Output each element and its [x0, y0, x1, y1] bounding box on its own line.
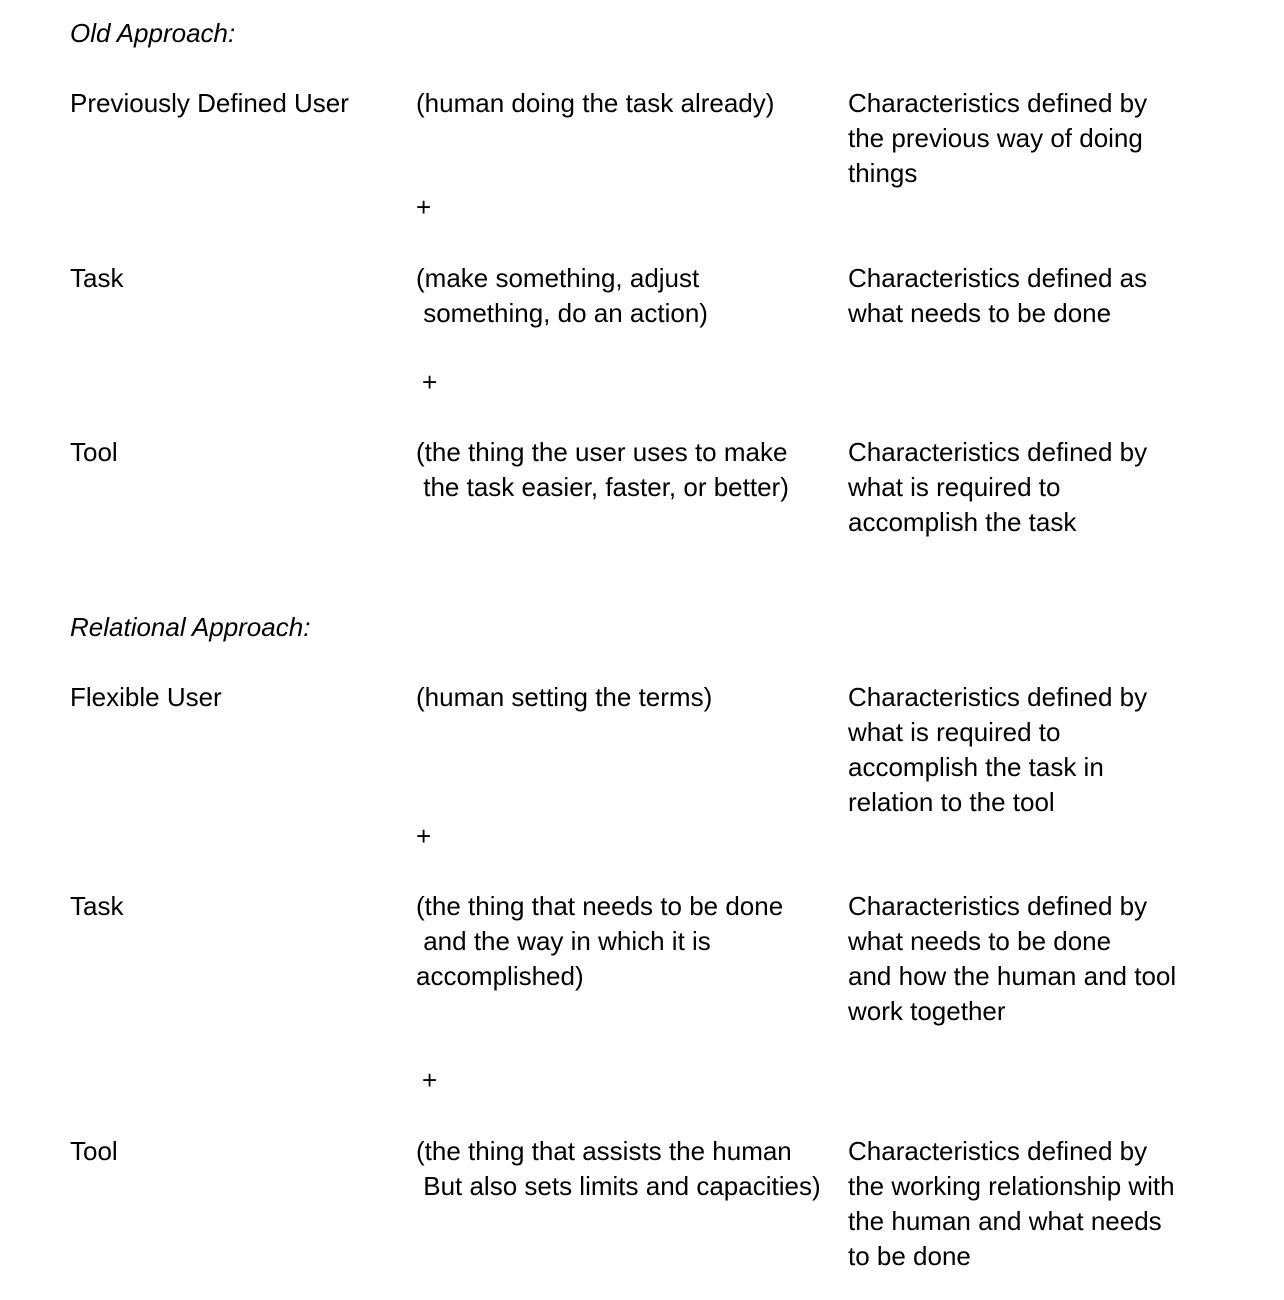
- old-user-term: Previously Defined User: [70, 88, 349, 118]
- old-task-characteristics-line-1: Characteristics defined as: [848, 263, 1148, 293]
- old-user-characteristics-line-2: the previous way of doing: [848, 123, 1143, 153]
- rel-user-characteristics-line-1: Characteristics defined by: [848, 682, 1148, 712]
- rel-task-characteristics-line-2: what needs to be done: [848, 926, 1112, 956]
- rel-task-characteristics-line-1: Characteristics defined by: [848, 891, 1148, 921]
- old-tool-description-line-2: the task easier, faster, or better): [416, 472, 789, 502]
- old-task-term: Task: [70, 263, 124, 293]
- old-user-characteristics-line-3: things: [848, 158, 918, 188]
- rel-task-characteristics-line-3: and how the human and tool: [848, 961, 1177, 991]
- rel-task-description-line-2: and the way in which it is: [416, 926, 711, 956]
- rel-plus-sign-2: +: [422, 1065, 438, 1095]
- relational-approach-heading: Relational Approach:: [70, 612, 311, 642]
- rel-user-characteristics-line-2: what is required to: [848, 717, 1061, 747]
- rel-tool-characteristics-line-4: to be done: [848, 1241, 971, 1271]
- old-task-description-line-2: something, do an action): [416, 298, 708, 328]
- old-tool-characteristics-line-2: what is required to: [848, 472, 1061, 502]
- rel-tool-description-line-1: (the thing that assists the human: [416, 1136, 792, 1166]
- old-tool-term: Tool: [70, 437, 118, 467]
- rel-user-term: Flexible User: [70, 682, 222, 712]
- old-user-description: (human doing the task already): [416, 88, 775, 118]
- rel-tool-characteristics-line-2: the working relationship with: [848, 1171, 1175, 1201]
- rel-tool-term: Tool: [70, 1136, 118, 1166]
- old-plus-sign-2: +: [422, 367, 438, 397]
- old-tool-characteristics-line-1: Characteristics defined by: [848, 437, 1148, 467]
- old-task-characteristics-line-2: what needs to be done: [848, 298, 1112, 328]
- rel-task-characteristics-line-4: work together: [848, 996, 1006, 1026]
- rel-user-description: (human setting the terms): [416, 682, 713, 712]
- rel-tool-characteristics-line-1: Characteristics defined by: [848, 1136, 1148, 1166]
- old-tool-description-line-1: (the thing the user uses to make: [416, 437, 788, 467]
- old-task-description-line-1: (make something, adjust: [416, 263, 700, 293]
- old-user-characteristics-line-1: Characteristics defined by: [848, 88, 1148, 118]
- old-plus-sign-1: +: [416, 192, 432, 222]
- rel-tool-characteristics-line-3: the human and what needs: [848, 1206, 1162, 1236]
- rel-user-characteristics-line-3: accomplish the task in: [848, 752, 1104, 782]
- old-tool-characteristics-line-3: accomplish the task: [848, 507, 1077, 537]
- rel-task-term: Task: [70, 891, 124, 921]
- rel-task-description-line-1: (the thing that needs to be done: [416, 891, 784, 921]
- old-approach-heading: Old Approach:: [70, 18, 236, 48]
- rel-tool-description-line-2: But also sets limits and capacities): [416, 1171, 821, 1201]
- rel-user-characteristics-line-4: relation to the tool: [848, 787, 1055, 817]
- rel-task-description-line-3: accomplished): [416, 961, 584, 991]
- rel-plus-sign-1: +: [416, 821, 432, 851]
